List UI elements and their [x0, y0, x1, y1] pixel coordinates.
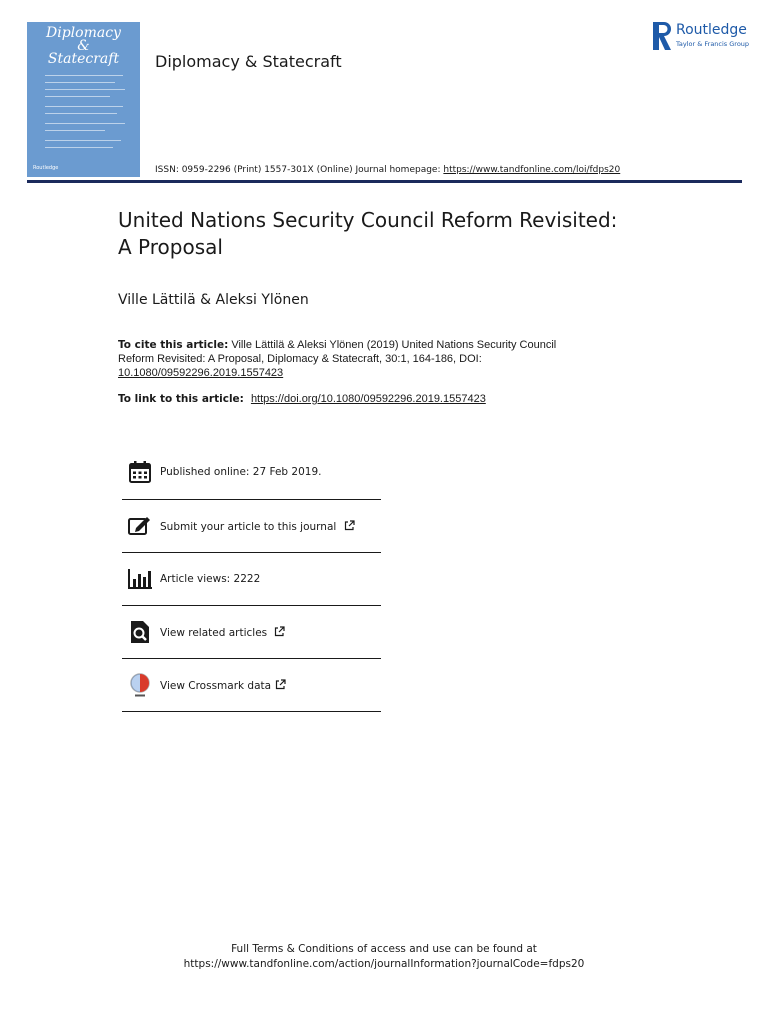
- logo-name: Routledge: [676, 22, 747, 38]
- article-title-line: United Nations Security Council Reform Revisited:: [118, 208, 618, 232]
- cover-contents-line: [45, 82, 115, 83]
- published-date: Published online: 27 Feb 2019.: [160, 466, 322, 478]
- article-views: Article views: 2222: [160, 573, 261, 585]
- crossmark-icon: [127, 672, 153, 698]
- external-link-icon: [344, 520, 355, 531]
- cover-contents-line: [45, 130, 105, 131]
- cover-publisher: Routledge: [33, 165, 59, 171]
- journal-homepage-link[interactable]: https://www.tandfonline.com/loi/fdps20: [443, 165, 621, 175]
- cover-title: [27, 27, 140, 66]
- edit-icon: [127, 513, 153, 539]
- submit-label: Submit your article to this journal: [160, 520, 337, 533]
- cover-contents-line: [45, 113, 117, 114]
- cover-contents-line: [45, 96, 110, 97]
- search-document-icon: [127, 619, 153, 645]
- crossmark-link[interactable]: [160, 679, 286, 692]
- cover-contents-line: [45, 75, 123, 76]
- footer-terms-url[interactable]: https://www.tandfonline.com/action/journalInformation?journalCode=fdps20: [183, 958, 585, 970]
- cite-doi[interactable]: 10.1080/09592296.2019.1557423: [118, 367, 284, 379]
- cover-title-line: &: [77, 38, 90, 54]
- issn-text: ISSN: 0959-2296 (Print) 1557-301X (Online) Journal homepage:: [155, 165, 441, 175]
- terms-footer: [0, 942, 768, 972]
- cover-contents-line: [45, 140, 121, 141]
- article-info-list: [122, 445, 381, 712]
- article-link-line: [118, 393, 486, 405]
- external-link-icon: [274, 626, 285, 637]
- cover-title-line: Statecraft: [47, 51, 120, 67]
- cover-contents-line: [45, 147, 113, 148]
- journal-cover: [27, 22, 140, 177]
- routledge-logo[interactable]: [653, 22, 748, 52]
- issn-line: [155, 165, 620, 175]
- calendar-icon: [127, 459, 153, 485]
- related-articles-link[interactable]: [160, 626, 285, 639]
- cover-contents-line: [45, 106, 123, 107]
- submit-article-link[interactable]: [160, 520, 355, 533]
- views-row: [122, 553, 381, 606]
- published-row: [122, 445, 381, 500]
- cover-contents-line: [45, 123, 125, 124]
- logo-subtitle: Taylor & Francis Group: [676, 40, 750, 48]
- cover-contents-line: [45, 89, 125, 90]
- crossmark-label: View Crossmark data: [160, 679, 272, 692]
- bar-chart-icon: [127, 566, 153, 592]
- header-divider: [27, 180, 742, 183]
- cite-label: To cite this article:: [118, 339, 229, 351]
- cover-title-line: Diplomacy: [46, 25, 121, 41]
- article-authors: Ville Lättilä & Aleksi Ylönen: [118, 292, 309, 308]
- related-label: View related articles: [160, 626, 268, 639]
- crossmark-row[interactable]: [122, 659, 381, 712]
- cite-text: Ville Lättilä & Aleksi Ylönen (2019) United Nations Security Council Reform Revisited: A Proposal, Diplomacy & Statecraft, 30:1, 164-186, DOI:: [118, 339, 557, 365]
- footer-line: Full Terms & Conditions of access and use can be found at: [231, 943, 537, 955]
- submit-row[interactable]: [122, 500, 381, 553]
- routledge-r-icon: [653, 22, 671, 50]
- external-link-icon: [275, 679, 286, 690]
- article-title-line: A Proposal: [118, 235, 223, 259]
- article-title: [118, 207, 678, 261]
- citation-block: [118, 338, 588, 380]
- link-label: To link to this article:: [118, 393, 244, 405]
- related-row[interactable]: [122, 606, 381, 659]
- article-doi-link[interactable]: https://doi.org/10.1080/09592296.2019.1557423: [250, 393, 486, 405]
- journal-name: Diplomacy & Statecraft: [155, 52, 342, 71]
